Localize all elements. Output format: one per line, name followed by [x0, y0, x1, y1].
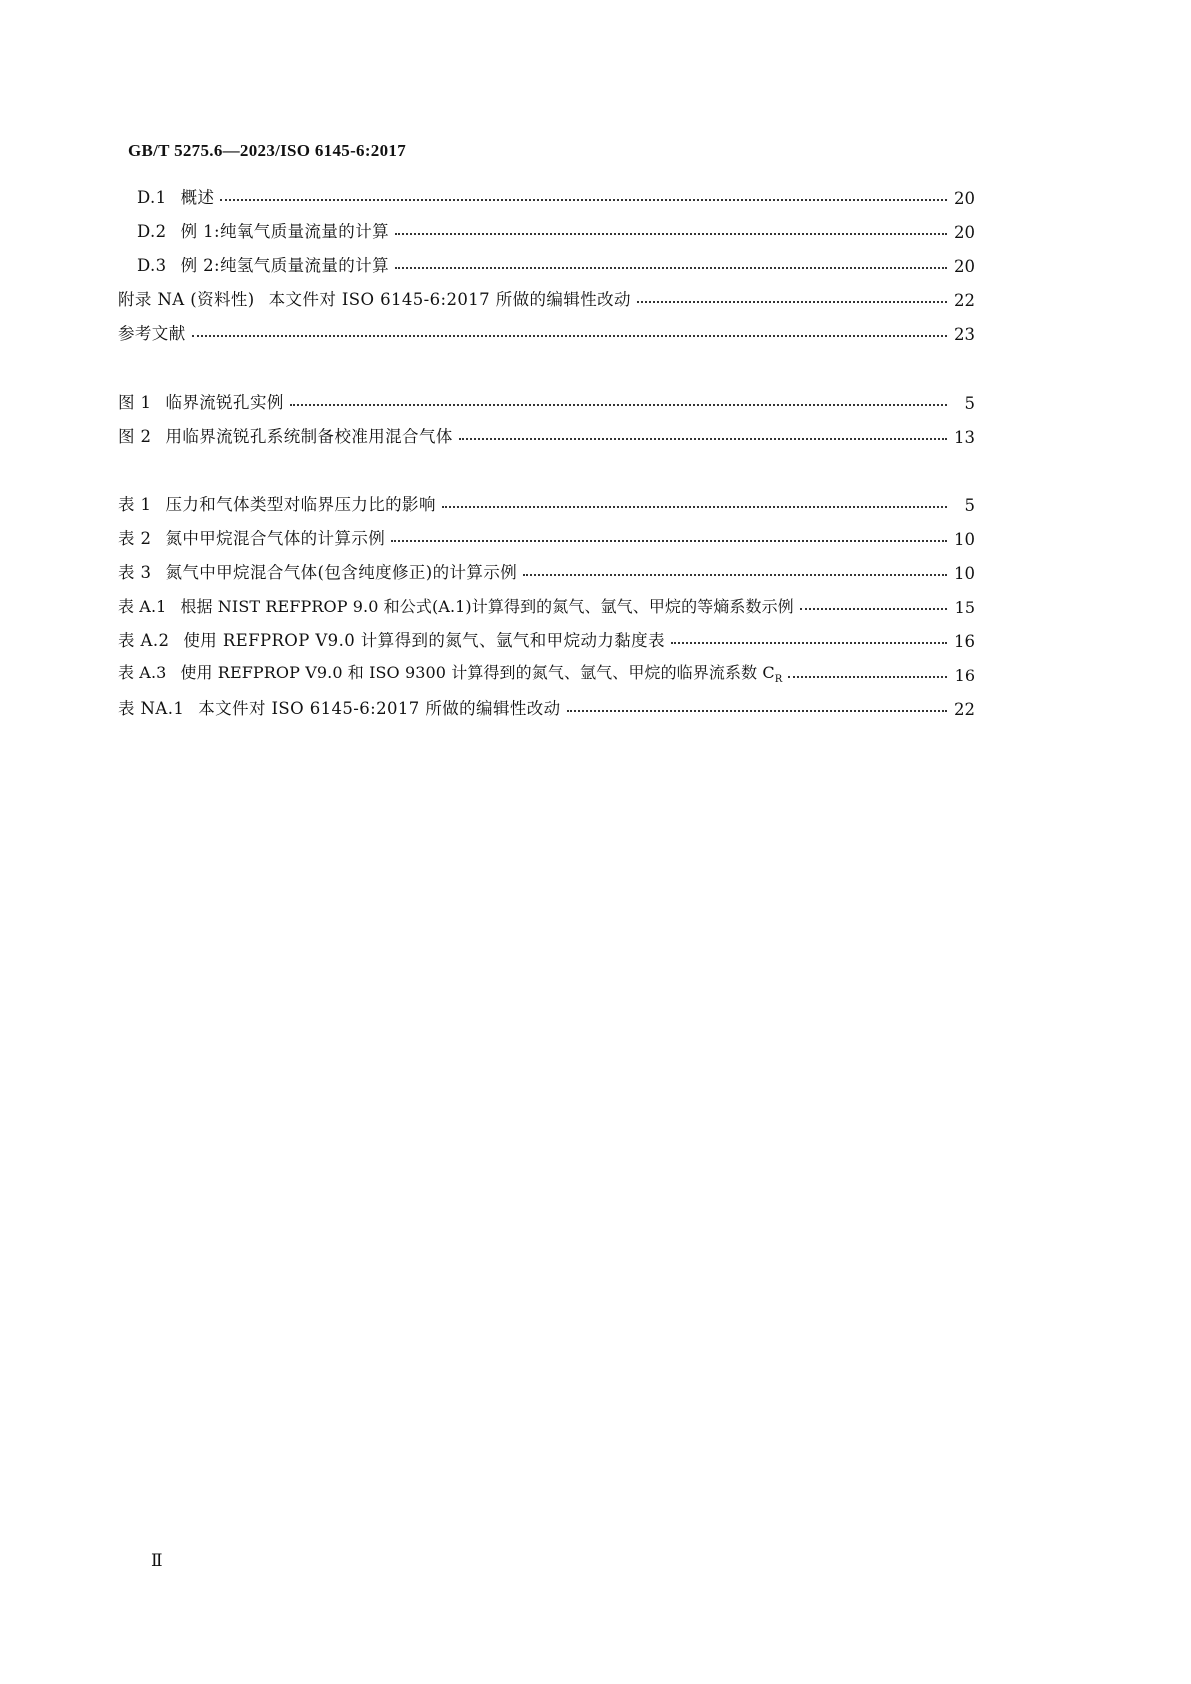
toc-entry-bibliography[interactable]: [118, 314, 975, 344]
toc-entry-title: 氮中甲烷混合气体的计算示例: [165, 529, 386, 548]
toc-entry-title: 例 2:纯氢气质量流量的计算: [180, 256, 389, 275]
dot-leader: [637, 301, 947, 303]
toc-entry-number: 表 A.3: [118, 662, 167, 682]
dot-leader: [442, 506, 947, 508]
dot-leader: [290, 404, 947, 406]
toc-entry-page: 20: [954, 189, 975, 208]
toc-entry-page: 10: [954, 530, 975, 549]
toc-entry-d3[interactable]: [137, 246, 975, 276]
toc-entry-title: 临界流锐孔实例: [165, 393, 284, 412]
toc-entry-number: 表 A.2: [118, 631, 170, 650]
toc-entry-number: D.3: [137, 256, 167, 275]
toc-entry-number: 附录 NA (资料性): [118, 290, 255, 309]
toc-entry-number: 表 1: [118, 495, 152, 514]
toc-entry-page: 23: [954, 325, 975, 344]
toc-entry-title: 概述: [180, 188, 215, 207]
toc-entry-title: 根据 NIST REFPROP 9.0 和公式(A.1)计算得到的氮气、氩气、甲烷的等熵系数示例: [180, 597, 794, 616]
toc-entry-page: 13: [954, 428, 975, 447]
toc-entry-figure-1[interactable]: [118, 383, 975, 413]
toc-entry-number: 图 1: [118, 393, 152, 412]
toc-entry-page: 16: [954, 632, 975, 651]
dot-leader: [567, 710, 947, 712]
toc-entry-table-2[interactable]: [118, 519, 975, 549]
toc-entry-page: 10: [954, 564, 975, 583]
toc-entry-title: 本文件对 ISO 6145-6:2017 所做的编辑性改动: [268, 290, 631, 309]
toc-entry-table-na1[interactable]: [118, 689, 975, 719]
toc-entry-title: 参考文献: [118, 324, 186, 343]
toc-entry-page: 22: [954, 700, 975, 719]
toc-entry-title: 用临界流锐孔系统制备校准用混合气体: [165, 427, 453, 446]
page-number: Ⅱ: [151, 1551, 163, 1571]
toc-entry-d2[interactable]: [137, 212, 975, 242]
dot-leader: [395, 267, 947, 269]
toc-entry-number: D.1: [137, 188, 167, 207]
dot-leader: [391, 540, 947, 542]
toc-entry-title: 使用 REFPROP V9.0 计算得到的氮气、氩气和甲烷动力黏度表: [183, 631, 665, 650]
toc-entry-page: 5: [964, 496, 975, 515]
toc-entry-number: 图 2: [118, 427, 152, 446]
toc-entry-number: 表 NA.1: [118, 699, 185, 718]
toc-entry-table-3[interactable]: [118, 553, 975, 583]
toc-entry-title: 本文件对 ISO 6145-6:2017 所做的编辑性改动: [198, 699, 561, 718]
toc-entry-page: 15: [954, 598, 975, 617]
dot-leader: [395, 233, 947, 235]
toc-entry-page: 16: [954, 666, 975, 685]
toc-entry-annex-na[interactable]: [118, 280, 975, 310]
dot-leader: [800, 608, 947, 610]
toc-entry-number: 表 2: [118, 529, 152, 548]
toc-entry-number: D.2: [137, 222, 167, 241]
dot-leader: [220, 199, 947, 201]
toc-entry-figure-2[interactable]: [118, 417, 975, 447]
toc-entry-table-a3[interactable]: [118, 655, 975, 685]
toc-entry-d1[interactable]: [137, 178, 975, 208]
toc-entry-table-a2[interactable]: [118, 621, 975, 651]
toc-entry-page: 22: [954, 291, 975, 310]
toc-entry-title: 例 1:纯氧气质量流量的计算: [180, 222, 389, 241]
dot-leader: [523, 574, 947, 576]
toc-entry-number: 表 A.1: [118, 597, 167, 616]
toc-entry-table-1[interactable]: [118, 485, 975, 515]
standard-code-header: GB/T 5275.6—2023/ISO 6145-6:2017: [128, 141, 407, 160]
toc-entry-title: 氮气中甲烷混合气体(包含纯度修正)的计算示例: [165, 563, 518, 582]
subscript-r: R: [774, 674, 783, 685]
dot-leader: [192, 335, 947, 337]
toc-entry-page: 20: [954, 223, 975, 242]
dot-leader: [788, 676, 947, 678]
dot-leader: [671, 642, 947, 644]
toc-entry-page: 20: [954, 257, 975, 276]
toc-entry-title: 压力和气体类型对临界压力比的影响: [165, 495, 436, 514]
toc-entry-title: 使用 REFPROP V9.0 和 ISO 9300 计算得到的氮气、氩气、甲烷的临界流系数 C: [180, 662, 775, 682]
toc-entry-page: 5: [964, 394, 975, 413]
dot-leader: [459, 438, 947, 440]
toc-entry-table-a1[interactable]: [118, 587, 975, 617]
toc-entry-number: 表 3: [118, 563, 152, 582]
